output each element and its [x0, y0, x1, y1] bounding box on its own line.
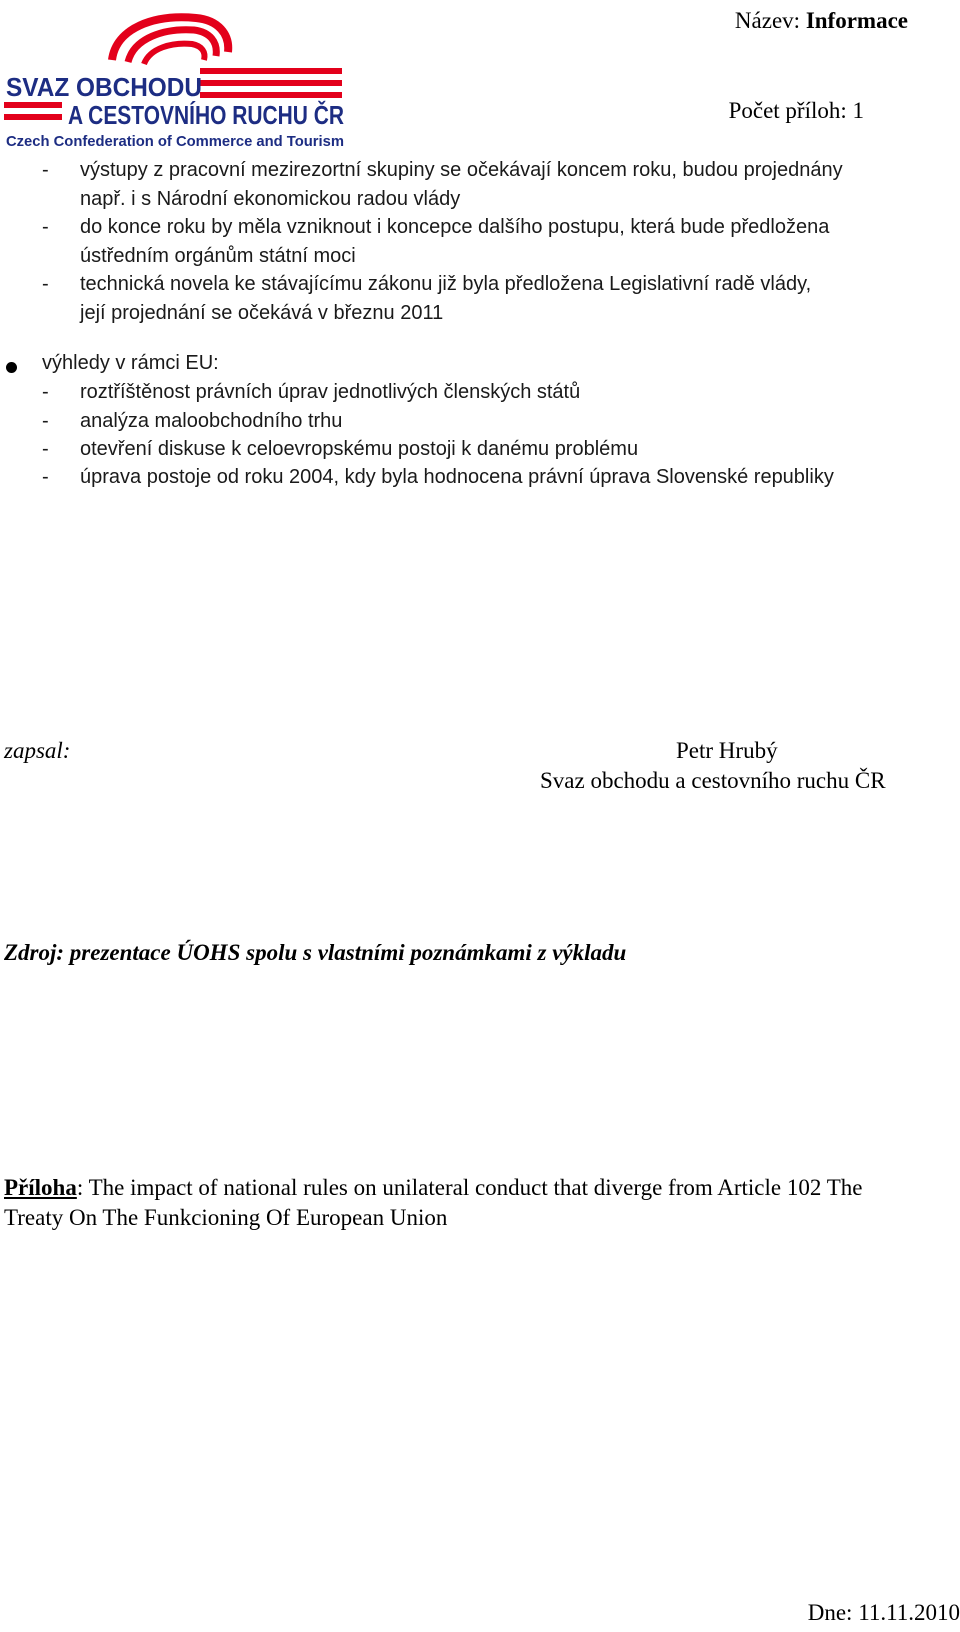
- list-item-line: do konce roku by měla vzniknout i koncepce dalšího postupu, která bude předložena: [80, 216, 830, 238]
- attachments-count: Počet příloh: 1: [728, 98, 864, 123]
- list-dash: -: [42, 273, 49, 295]
- signature-organization: Svaz obchodu a cestovního ruchu ČR: [540, 768, 886, 793]
- list-item: úprava postoje od roku 2004, kdy byla hodnocena právní úprava Slovenské republiky: [80, 466, 834, 488]
- list-item-line: její projednání se očekává v březnu 2011: [80, 302, 444, 324]
- organization-logo: [4, 4, 348, 150]
- list-item: analýza maloobchodního trhu: [80, 410, 343, 432]
- attachment-title-part2: Treaty On The Funkcioning Of European Union: [4, 1205, 448, 1230]
- attachment-label: Příloha: [4, 1175, 77, 1200]
- section-bullet: [0, 358, 20, 378]
- signature-name: Petr Hrubý: [676, 738, 778, 763]
- document-name-label: Název:: [734, 8, 806, 33]
- list-item-line: např. i s Národní ekonomickou radou vlády: [80, 188, 461, 210]
- section-title: výhledy v rámci EU:: [42, 352, 219, 374]
- attachment-title-part1: : The impact of national rules on unilateral conduct that diverge from Article 102 The: [76, 1175, 863, 1200]
- document-name-value: Informace: [805, 8, 908, 33]
- document-date: Dne: 11.11.2010: [807, 1600, 960, 1625]
- source-note: Zdroj: prezentace ÚOHS spolu s vlastními poznámkami z výkladu: [4, 940, 627, 965]
- list-dash: -: [42, 466, 49, 488]
- logo-text-line3: Czech Confederation of Commerce and Tourism: [6, 133, 344, 150]
- logo-text-line1: SVAZ OBCHODU: [6, 72, 202, 102]
- list-item: roztříštěnost právních úprav jednotlivých členských států: [80, 381, 581, 403]
- list-item: otevření diskuse k celoevropskému postoji k danému problému: [80, 438, 639, 460]
- list-dash: -: [42, 381, 49, 403]
- list-dash: -: [42, 159, 49, 181]
- list-item-line: výstupy z pracovní mezirezortní skupiny se očekávají koncem roku, budou projednány: [80, 159, 843, 181]
- signature-label: zapsal:: [4, 738, 71, 763]
- list-dash: -: [42, 438, 49, 460]
- list-item-line: ústředním orgánům státní moci: [80, 245, 356, 267]
- logo-text-line2: A CESTOVNÍHO RUCHU ČR: [68, 100, 345, 130]
- list-item-line: technická novela ke stávajícímu zákonu již byla předložena Legislativní radě vlády,: [80, 273, 812, 295]
- logo-graphic: [4, 4, 348, 150]
- list-dash: -: [42, 216, 49, 238]
- attachment-line1: [4, 1175, 862, 1201]
- list-dash: -: [42, 410, 49, 432]
- document-name: [735, 8, 908, 34]
